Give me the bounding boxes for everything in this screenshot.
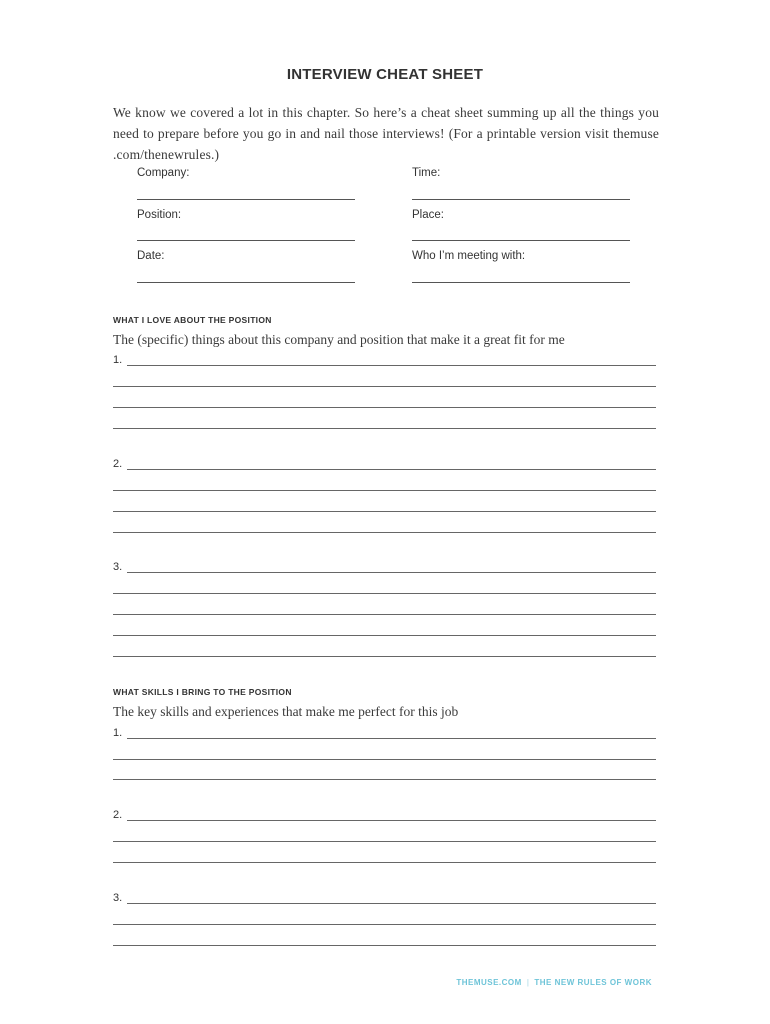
answer-line[interactable] — [127, 738, 656, 739]
date-line[interactable] — [137, 282, 355, 283]
time-label: Time: — [412, 167, 441, 179]
position-label: Position: — [137, 209, 182, 221]
answer-line[interactable] — [127, 469, 656, 470]
company-line[interactable] — [137, 199, 355, 200]
meeting-with-line[interactable] — [412, 282, 630, 283]
answer-line[interactable] — [113, 386, 656, 387]
item-number: 2. — [113, 809, 123, 821]
date-label: Date: — [137, 250, 165, 262]
answer-line[interactable] — [113, 945, 656, 946]
item-number: 1. — [113, 354, 123, 366]
answer-line[interactable] — [113, 924, 656, 925]
answer-line[interactable] — [127, 572, 656, 573]
answer-line[interactable] — [113, 759, 656, 760]
place-label: Place: — [412, 209, 444, 221]
place-line[interactable] — [412, 240, 630, 241]
answer-line[interactable] — [113, 614, 656, 615]
section-description-love: The (specific) things about this company and position that make it a great fit for me — [113, 332, 565, 347]
answer-line[interactable] — [127, 365, 656, 366]
answer-line[interactable] — [113, 511, 656, 512]
item-number: 1. — [113, 727, 123, 739]
footer-tagline: THE NEW RULES OF WORK — [534, 978, 652, 987]
answer-line[interactable] — [113, 532, 656, 533]
footer-separator: | — [526, 978, 530, 987]
item-number: 2. — [113, 458, 123, 470]
answer-line[interactable] — [113, 841, 656, 842]
meeting-with-label: Who I’m meeting with: — [412, 250, 526, 262]
answer-line[interactable] — [113, 656, 656, 657]
section-heading-skills: WHAT SKILLS I BRING TO THE POSITION — [113, 687, 292, 697]
answer-line[interactable] — [113, 407, 656, 408]
page-title: INTERVIEW CHEAT SHEET — [286, 66, 484, 83]
company-label: Company: — [137, 167, 190, 179]
footer-site-link[interactable]: THEMUSE.COM — [456, 978, 522, 987]
answer-line[interactable] — [113, 862, 656, 863]
answer-line[interactable] — [113, 779, 656, 780]
answer-line[interactable] — [113, 428, 656, 429]
answer-line[interactable] — [113, 593, 656, 594]
footer — [456, 978, 652, 987]
item-number: 3. — [113, 561, 123, 573]
answer-line[interactable] — [127, 820, 656, 821]
intro-paragraph: We know we covered a lot in this chapter. So here’s a cheat sheet summing up all the things you need to prepare before you go in and nail those interviews! (For a printable version visit themuse .com/thenewrules.) — [113, 105, 659, 162]
answer-line[interactable] — [127, 903, 656, 904]
answer-line[interactable] — [113, 490, 656, 491]
section-heading-love: WHAT I LOVE ABOUT THE POSITION — [113, 315, 272, 325]
item-number: 3. — [113, 892, 123, 904]
time-line[interactable] — [412, 199, 630, 200]
section-description-skills: The key skills and experiences that make me perfect for this job — [113, 704, 459, 719]
position-line[interactable] — [137, 240, 355, 241]
answer-line[interactable] — [113, 635, 656, 636]
